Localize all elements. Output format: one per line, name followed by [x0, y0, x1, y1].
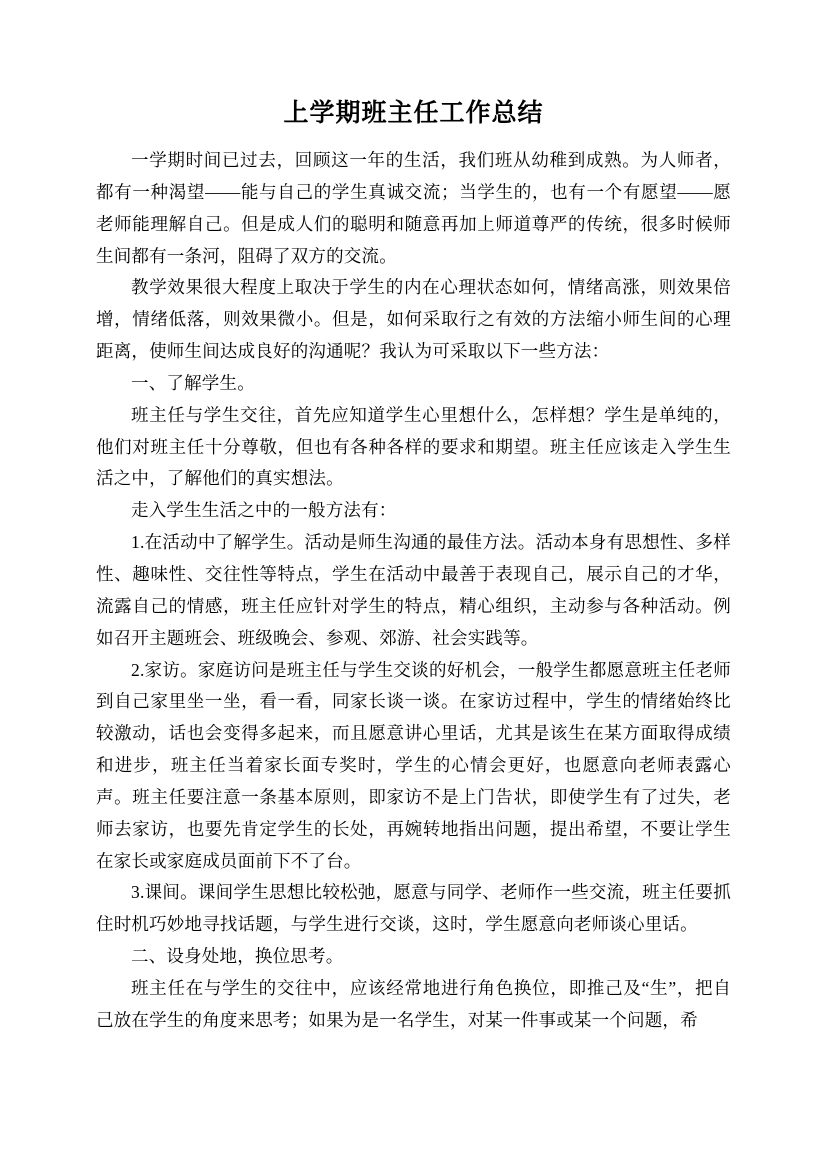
paragraph: 一、了解学生。 — [131, 372, 255, 393]
paragraph: 班主任与学生交往，首先应知道学生心里想什么，怎样想？学生是单纯的，他们对班主任十分尊敬，但也有各种各样的要求和期望。班主任应该走入学生生活之中，了解他们的真实想法。 — [96, 404, 731, 489]
paragraph: 班主任在与学生的交往中，应该经常地进行角色换位，即推己及“生”，把自己放在学生的角度来思考；如果为是一名学生，对某一件事或某一个问题，希 — [96, 977, 731, 1030]
document-body — [96, 96, 731, 1037]
paragraph: 教学效果很大程度上取决于学生的内在心理状态如何，情绪高涨，则效果倍增，情绪低落，则效果微小。但是，如何采取行之有效的方法缩小师生间的心理距离，使师生间达成良好的沟通呢？我认为可采取以下一些方法： — [96, 277, 731, 362]
paragraph: 走入学生生活之中的一般方法有： — [131, 500, 397, 521]
paragraph: 1.在活动中了解学生。活动是师生沟通的最佳方法。活动本身有思想性、多样性、趣味性、交往性等特点，学生在活动中最善于表现自己，展示自己的才华，流露自己的情感，班主任应针对学生的特点，精心组织，主动参与各种活动。例如召开主题班会、班级晚会、参观、郊游、社会实践等。 — [96, 532, 731, 648]
paragraph: 2.家访。家庭访问是班主任与学生交谈的好机会，一般学生都愿意班主任老师到自己家里坐一坐，看一看，同家长谈一谈。在家访过程中，学生的情绪始终比较激动，话也会变得多起来，而且愿意讲心里话，尤其是该生在某方面取得成绩和进步，班主任当着家长面专奖时，学生的心情会更好，也愿意向老师表露心声。班主任要注意一条基本原则，即家访不是上门告状，即使学生有了过失，老师去家访，也要先肯定学生的长处，再婉转地指出问题，提出希望，不要让学生在家长或家庭成员面前下不了台。 — [96, 659, 731, 871]
paragraph: 二、设身处地，换位思考。 — [131, 946, 344, 967]
paragraph: 一学期时间已过去，回顾这一年的生活，我们班从幼稚到成熟。为人师者，都有一种渴望——能与自己的学生真诚交流；当学生的，也有一个有愿望——愿老师能理解自己。但是成人们的聪明和随意再加上师道尊严的传统，很多时候师生间都有一条河，阻碍了双方的交流。 — [96, 150, 731, 266]
paragraph: 3.课间。课间学生思想比较松弛，愿意与同学、老师作一些交流，班主任要抓住时机巧妙地寻找话题，与学生进行交谈，这时，学生愿意向老师谈心里话。 — [96, 882, 731, 935]
page-title: 上学期班主任工作总结 — [283, 100, 544, 127]
